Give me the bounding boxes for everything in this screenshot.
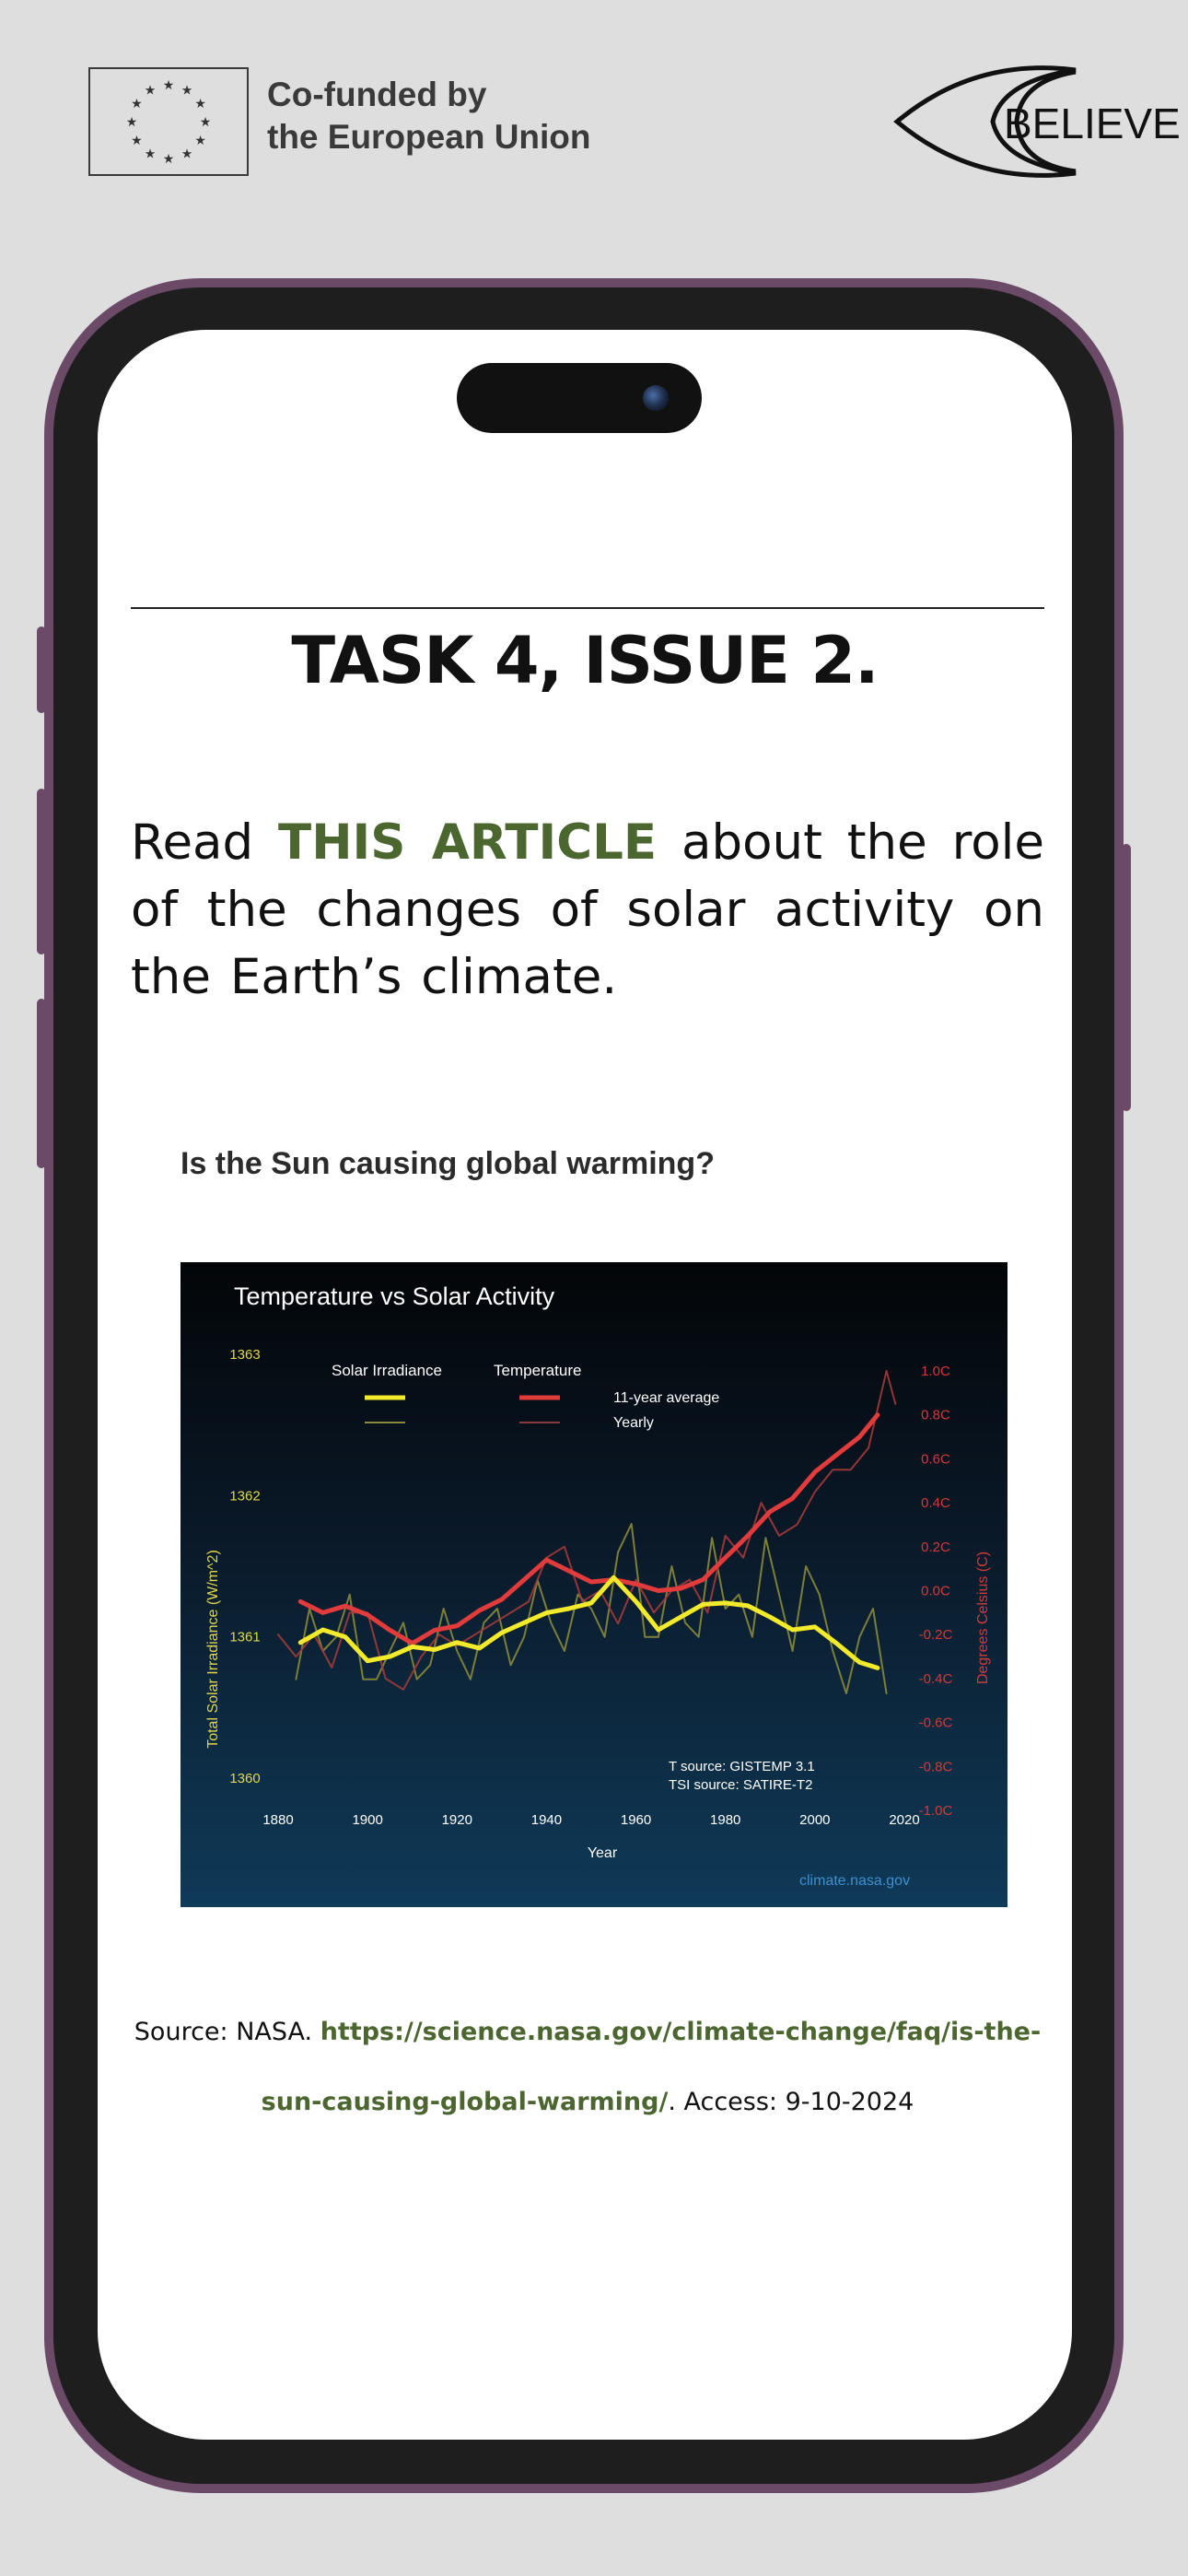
phone-mute-switch [37, 626, 46, 713]
eu-star-icon: ★ [181, 146, 193, 162]
legend-avg-label: 11-year average [613, 1390, 720, 1406]
eu-star-icon: ★ [125, 115, 138, 130]
intro-text-after: about the role of the changes of solar activity on the Earth’s climate. [131, 814, 1045, 1005]
eu-star-icon: ★ [144, 83, 157, 99]
eu-cofunded-text [267, 74, 591, 158]
eu-star-icon: ★ [181, 83, 193, 99]
eu-star-icon: ★ [144, 146, 157, 162]
solar-temperature-chart [181, 1262, 1007, 1907]
annotation-tsi-source: TSI source: SATIRE-T2 [669, 1777, 813, 1793]
title-divider [131, 607, 1044, 609]
eu-star-icon: ★ [131, 134, 143, 148]
brand-name: BELIEVE [1004, 100, 1181, 147]
y-right-tick-label: -0.4C [918, 1670, 953, 1687]
article-link[interactable]: THIS ARTICLE [278, 814, 658, 871]
x-tick-label: 2000 [799, 1812, 831, 1828]
y-right-tick-label: 0.2C [921, 1539, 950, 1555]
article-heading: Is the Sun causing global warming? [181, 1146, 715, 1181]
y-left-tick-label: 1363 [229, 1347, 261, 1363]
annotation-temp-source: T source: GISTEMP 3.1 [669, 1759, 815, 1774]
y-right-tick-label: 0.8C [921, 1407, 950, 1423]
y-right-tick-label: 0.6C [921, 1451, 950, 1468]
eu-star-icon: ★ [162, 152, 175, 167]
eu-star-icon: ★ [131, 97, 143, 111]
camera-icon [643, 385, 669, 411]
y-axis-left-label: Total Solar Irradiance (W/m^2) [205, 1550, 221, 1749]
eu-star-icon: ★ [162, 78, 175, 93]
source-citation [131, 1997, 1044, 2137]
y-right-tick-label: -0.2C [918, 1627, 953, 1644]
x-axis-label: Year [587, 1845, 618, 1861]
y-left-tick-label: 1362 [229, 1488, 261, 1505]
y-right-tick-label: 0.4C [921, 1495, 950, 1512]
x-tick-label: 1980 [710, 1812, 741, 1828]
eu-flag-logo [88, 67, 249, 176]
phone-screen [98, 330, 1072, 2440]
x-tick-label: 1880 [262, 1812, 294, 1828]
x-tick-label: 1900 [352, 1812, 383, 1828]
intro-text-before: Read [131, 814, 279, 871]
eu-text-line2: the European Union [267, 118, 591, 156]
source-suffix: . Access: 9-10-2024 [668, 2088, 914, 2116]
chart-svg [181, 1262, 1007, 1907]
intro-paragraph [131, 809, 1044, 1011]
x-tick-label: 1960 [620, 1812, 652, 1828]
eu-star-icon: ★ [199, 115, 212, 130]
x-tick-label: 2020 [889, 1812, 920, 1828]
y-axis-right-label: Degrees Celsius (C) [975, 1551, 991, 1685]
y-left-tick-label: 1360 [229, 1771, 261, 1786]
y-right-tick-label: 1.0C [921, 1364, 950, 1379]
y-right-tick-label: 0.0C [921, 1583, 950, 1599]
y-right-tick-label: -0.8C [918, 1759, 953, 1775]
y-right-tick-label: -1.0C [918, 1803, 953, 1819]
eu-stars-icon [90, 69, 247, 174]
y-right-tick-label: -0.6C [918, 1715, 953, 1731]
eu-star-icon: ★ [194, 134, 206, 148]
solar-irradiance-yearly-line [296, 1524, 886, 1693]
phone-power-button [1122, 844, 1131, 1111]
temperature-yearly-line [278, 1371, 895, 1690]
phone-volume-up-button [37, 789, 46, 954]
x-tick-label: 1920 [441, 1812, 472, 1828]
legend-temperature-label: Temperature [494, 1362, 582, 1379]
page-title: TASK 4, ISSUE 2. [291, 623, 879, 698]
legend-solar-label: Solar Irradiance [332, 1362, 443, 1379]
phone-volume-down-button [37, 999, 46, 1168]
believe-logo [891, 63, 1181, 182]
chart-credit: climate.nasa.gov [799, 1873, 911, 1889]
source-url-link[interactable]: https://science.nasa.gov/climate-change/faq/is-the-sun-causing-global-warming/ [261, 2018, 1042, 2116]
y-left-tick-label: 1361 [229, 1629, 261, 1645]
x-tick-label: 1940 [530, 1812, 563, 1828]
chart-title: Temperature vs Solar Activity [234, 1282, 555, 1310]
eu-star-icon: ★ [194, 97, 206, 111]
legend-yearly-label: Yearly [613, 1415, 654, 1431]
source-prefix: Source: NASA. [134, 2018, 320, 2046]
eu-text-line1: Co-funded by [267, 76, 487, 113]
solar-irradiance-11-year-average-line [300, 1577, 878, 1668]
